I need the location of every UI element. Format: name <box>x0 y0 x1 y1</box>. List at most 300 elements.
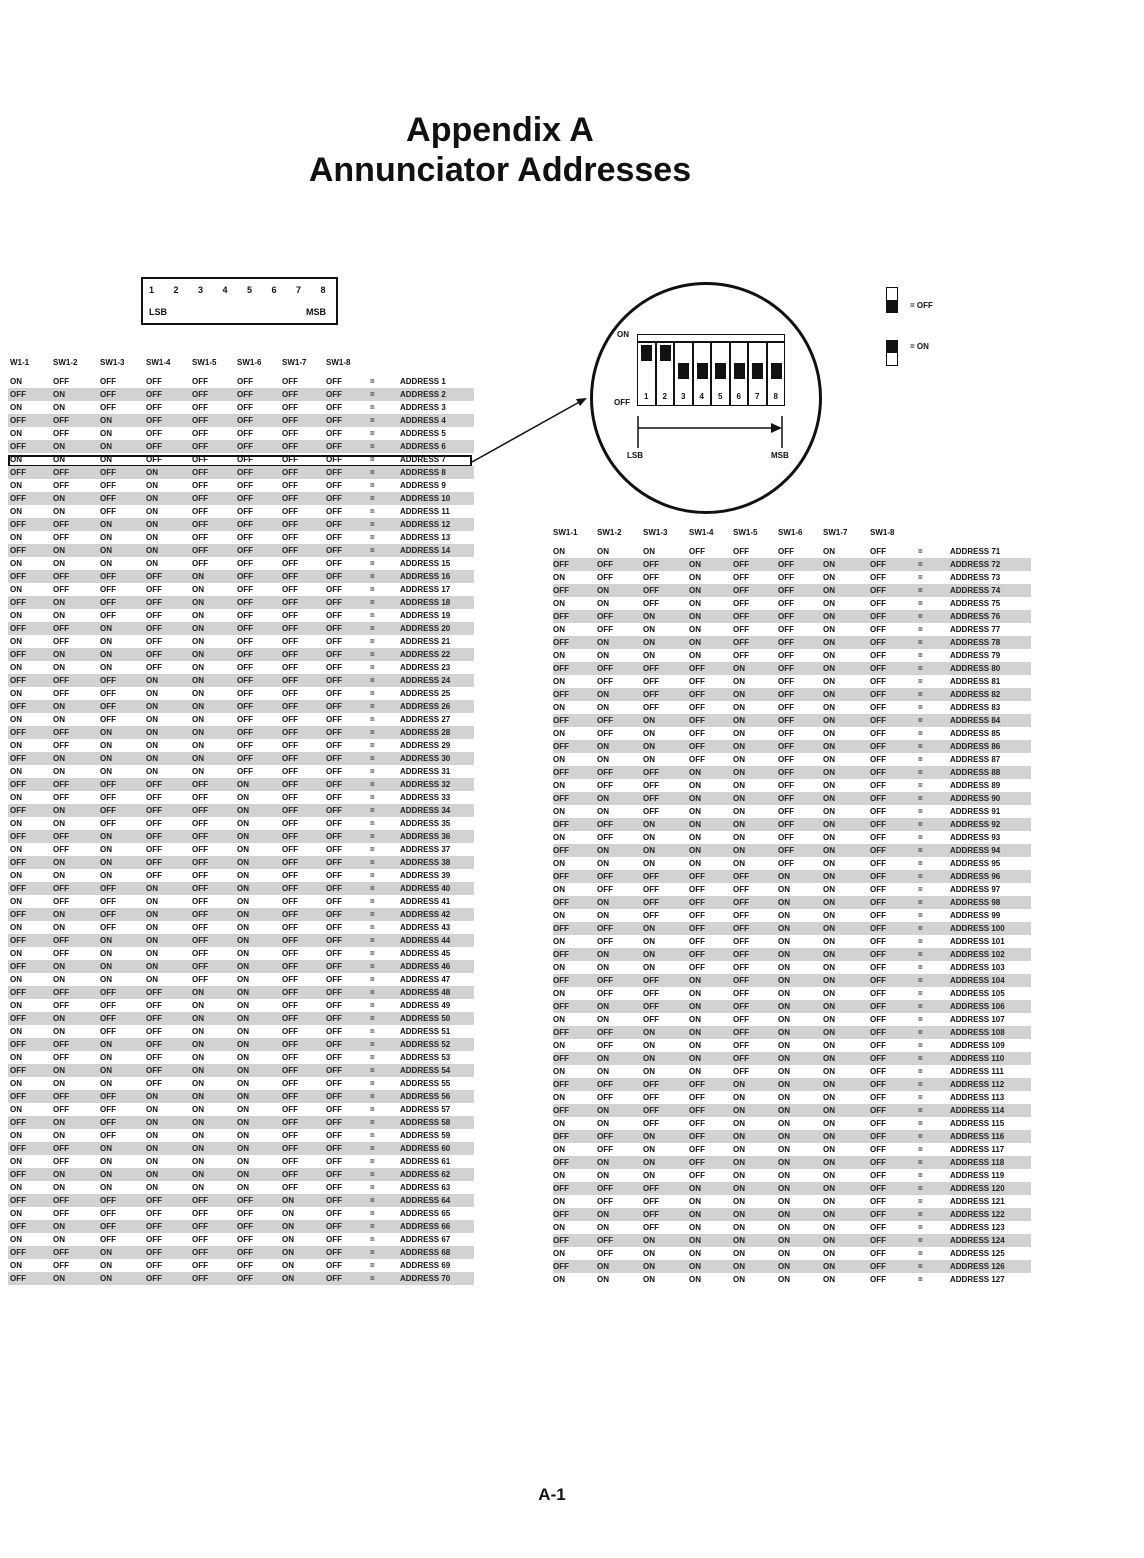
switch-state-cell: ON <box>778 1002 790 1011</box>
switch-state-cell: OFF <box>53 572 69 581</box>
key-number: 5 <box>247 285 253 295</box>
switch-state-cell: ON <box>553 599 565 608</box>
dip-switch-actuator <box>771 363 782 379</box>
address-cell: ADDRESS 72 <box>950 560 1001 569</box>
switch-state-cell: OFF <box>282 949 298 958</box>
table-row <box>8 1064 474 1077</box>
switch-state-cell: OFF <box>643 1197 659 1206</box>
switch-state-cell: ON <box>10 377 22 386</box>
equals-cell: = <box>370 767 375 776</box>
equals-cell: = <box>918 638 923 647</box>
switch-state-cell: ON <box>689 1028 701 1037</box>
legend-on-swatch <box>886 340 898 366</box>
switch-state-cell: OFF <box>326 390 342 399</box>
switch-state-cell: OFF <box>100 806 116 815</box>
equals-cell: = <box>918 1132 923 1141</box>
address-cell: ADDRESS 94 <box>950 846 1001 855</box>
switch-state-cell: OFF <box>597 1249 613 1258</box>
switch-state-cell: ON <box>689 1262 701 1271</box>
table-row <box>8 1025 474 1038</box>
switch-state-cell: OFF <box>870 807 886 816</box>
switch-state-cell: OFF <box>689 950 705 959</box>
switch-state-cell: ON <box>146 1092 158 1101</box>
equals-cell: = <box>918 1171 923 1180</box>
switch-state-cell: OFF <box>643 885 659 894</box>
switch-state-cell: OFF <box>192 793 208 802</box>
switch-state-cell: OFF <box>146 1209 162 1218</box>
switch-state-cell: OFF <box>237 650 253 659</box>
table-row <box>8 739 474 752</box>
switch-state-cell: ON <box>689 768 701 777</box>
switch-state-cell: OFF <box>146 1261 162 1270</box>
switch-state-cell: ON <box>146 702 158 711</box>
switch-state-cell: ON <box>689 638 701 647</box>
switch-state-cell: ON <box>823 625 835 634</box>
switch-state-cell: ON <box>146 507 158 516</box>
address-cell: ADDRESS 82 <box>950 690 1001 699</box>
switch-state-cell: OFF <box>326 468 342 477</box>
switch-state-cell: ON <box>597 1275 609 1284</box>
switch-state-cell: OFF <box>778 794 794 803</box>
dip-switch-actuator <box>641 345 652 361</box>
equals-cell: = <box>370 1274 375 1283</box>
equals-cell: = <box>918 1197 923 1206</box>
switch-state-cell: ON <box>146 884 158 893</box>
switch-state-cell: ON <box>778 1171 790 1180</box>
switch-state-cell: OFF <box>237 533 253 542</box>
address-cell: ADDRESS 68 <box>400 1248 451 1257</box>
switch-state-cell: OFF <box>870 716 886 725</box>
switch-state-cell: ON <box>237 962 249 971</box>
switch-state-cell: OFF <box>146 806 162 815</box>
switch-state-cell: ON <box>237 1105 249 1114</box>
switch-state-cell: OFF <box>553 768 569 777</box>
switch-state-cell: ON <box>10 1105 22 1114</box>
table-row <box>553 1052 1031 1065</box>
equals-cell: = <box>918 1223 923 1232</box>
switch-state-cell: OFF <box>53 585 69 594</box>
switch-state-cell: ON <box>146 715 158 724</box>
switch-state-cell: OFF <box>553 586 569 595</box>
table-row <box>553 1065 1031 1078</box>
table-row <box>8 1220 474 1233</box>
switch-state-cell: OFF <box>778 755 794 764</box>
switch-state-cell: ON <box>100 1053 112 1062</box>
switch-state-cell: OFF <box>326 533 342 542</box>
switch-state-cell: OFF <box>282 520 298 529</box>
table-row <box>553 1182 1031 1195</box>
switch-state-cell: OFF <box>326 845 342 854</box>
switch-state-cell: ON <box>778 1275 790 1284</box>
address-cell: ADDRESS 26 <box>400 702 451 711</box>
switch-state-cell: OFF <box>146 429 162 438</box>
switch-state-cell: ON <box>823 807 835 816</box>
switch-state-cell: OFF <box>870 1054 886 1063</box>
switch-state-cell: ON <box>689 1015 701 1024</box>
equals-cell: = <box>370 936 375 945</box>
switch-state-cell: OFF <box>778 586 794 595</box>
switch-state-cell: OFF <box>643 560 659 569</box>
table-row <box>8 440 474 453</box>
switch-state-cell: OFF <box>282 806 298 815</box>
address-cell: ADDRESS 16 <box>400 572 451 581</box>
switch-state-cell: ON <box>10 819 22 828</box>
switch-state-cell: ON <box>823 1080 835 1089</box>
column-header: SW1-7 <box>282 358 307 367</box>
switch-state-cell: OFF <box>553 898 569 907</box>
switch-state-cell: OFF <box>597 781 613 790</box>
switch-state-cell: ON <box>192 1157 204 1166</box>
address-cell: ADDRESS 13 <box>400 533 451 542</box>
equals-cell: = <box>370 884 375 893</box>
switch-state-cell: ON <box>10 1131 22 1140</box>
table-row <box>553 779 1031 792</box>
switch-state-cell: OFF <box>237 611 253 620</box>
switch-state-cell: OFF <box>597 1093 613 1102</box>
address-cell: ADDRESS 101 <box>950 937 1005 946</box>
equals-cell: = <box>918 1210 923 1219</box>
equals-cell: = <box>918 1184 923 1193</box>
switch-state-cell: ON <box>823 599 835 608</box>
switch-state-cell: OFF <box>282 767 298 776</box>
switch-state-cell: OFF <box>326 520 342 529</box>
switch-state-cell: OFF <box>326 741 342 750</box>
switch-state-cell: OFF <box>282 1001 298 1010</box>
switch-state-cell: OFF <box>53 637 69 646</box>
switch-state-cell: ON <box>10 845 22 854</box>
address-cell: ADDRESS 125 <box>950 1249 1005 1258</box>
switch-state-cell: OFF <box>146 572 162 581</box>
switch-state-cell: ON <box>778 1054 790 1063</box>
equals-cell: = <box>370 1222 375 1231</box>
switch-state-cell: OFF <box>192 429 208 438</box>
table-row <box>8 869 474 882</box>
switch-state-cell: OFF <box>553 1184 569 1193</box>
switch-state-cell: OFF <box>53 728 69 737</box>
switch-state-cell: OFF <box>100 1118 116 1127</box>
switch-state-cell: ON <box>10 507 22 516</box>
address-cell: ADDRESS 106 <box>950 1002 1005 1011</box>
switch-state-cell: ON <box>192 689 204 698</box>
switch-state-cell: OFF <box>643 807 659 816</box>
table-row <box>8 453 474 466</box>
switch-state-cell: ON <box>100 1170 112 1179</box>
table-row <box>553 571 1031 584</box>
switch-state-cell: ON <box>823 911 835 920</box>
switch-state-cell: ON <box>733 755 745 764</box>
switch-state-cell: OFF <box>282 910 298 919</box>
switch-state-cell: OFF <box>870 781 886 790</box>
dip-switch-actuator <box>678 363 689 379</box>
switch-state-cell: OFF <box>643 664 659 673</box>
switch-state-cell: OFF <box>870 742 886 751</box>
table-row <box>8 1129 474 1142</box>
switch-state-cell: OFF <box>778 651 794 660</box>
table-row <box>8 1194 474 1207</box>
switch-state-cell: OFF <box>643 768 659 777</box>
switch-state-cell: ON <box>643 638 655 647</box>
switch-state-cell: ON <box>146 689 158 698</box>
switch-state-cell: ON <box>689 1236 701 1245</box>
switch-state-cell: OFF <box>100 585 116 594</box>
table-row <box>553 883 1031 896</box>
switch-state-cell: ON <box>192 988 204 997</box>
switch-state-cell: ON <box>192 702 204 711</box>
switch-state-cell: OFF <box>870 1197 886 1206</box>
switch-state-cell: ON <box>100 624 112 633</box>
equals-cell: = <box>918 1041 923 1050</box>
switch-state-cell: ON <box>778 1028 790 1037</box>
switch-state-cell: ON <box>689 625 701 634</box>
switch-state-cell: OFF <box>870 586 886 595</box>
address-cell: ADDRESS 77 <box>950 625 1001 634</box>
switch-state-cell: OFF <box>733 625 749 634</box>
table-row <box>553 818 1031 831</box>
switch-state-cell: OFF <box>689 1080 705 1089</box>
equals-cell: = <box>918 976 923 985</box>
switch-state-cell: ON <box>553 677 565 686</box>
switch-state-cell: OFF <box>146 1235 162 1244</box>
table-row <box>8 1155 474 1168</box>
switch-state-cell: ON <box>53 1131 65 1140</box>
switch-state-cell: ON <box>100 845 112 854</box>
switch-state-cell: ON <box>597 794 609 803</box>
switch-state-cell: ON <box>823 1028 835 1037</box>
switch-state-cell: OFF <box>870 911 886 920</box>
switch-state-cell: ON <box>10 533 22 542</box>
switch-state-cell: OFF <box>870 1041 886 1050</box>
switch-state-cell: OFF <box>597 729 613 738</box>
switch-state-cell: ON <box>823 950 835 959</box>
equals-cell: = <box>370 715 375 724</box>
address-cell: ADDRESS 86 <box>950 742 1001 751</box>
switch-state-cell: OFF <box>100 988 116 997</box>
switch-state-cell: ON <box>53 611 65 620</box>
switch-state-cell: OFF <box>282 1170 298 1179</box>
switch-state-cell: OFF <box>282 741 298 750</box>
equals-cell: = <box>370 858 375 867</box>
address-cell: ADDRESS 80 <box>950 664 1001 673</box>
switch-state-cell: ON <box>192 663 204 672</box>
address-cell: ADDRESS 114 <box>950 1106 1005 1115</box>
switch-state-cell: ON <box>192 637 204 646</box>
switch-state-cell: OFF <box>282 1040 298 1049</box>
column-header: SW1-8 <box>870 528 895 537</box>
switch-state-cell: OFF <box>870 768 886 777</box>
switch-state-cell: OFF <box>689 963 705 972</box>
switch-state-cell: OFF <box>326 923 342 932</box>
address-cell: ADDRESS 55 <box>400 1079 451 1088</box>
switch-state-cell: ON <box>237 1118 249 1127</box>
switch-state-cell: OFF <box>237 754 253 763</box>
address-cell: ADDRESS 100 <box>950 924 1005 933</box>
switch-state-cell: ON <box>100 416 112 425</box>
table-row <box>553 1104 1031 1117</box>
switch-state-cell: ON <box>237 1183 249 1192</box>
address-cell: ADDRESS 84 <box>950 716 1001 725</box>
switch-state-cell: OFF <box>10 728 26 737</box>
table-row <box>553 649 1031 662</box>
switch-state-cell: ON <box>823 703 835 712</box>
switch-state-cell: ON <box>643 612 655 621</box>
switch-state-cell: ON <box>53 975 65 984</box>
table-header <box>553 526 1031 539</box>
switch-state-cell: OFF <box>326 871 342 880</box>
switch-state-cell: ON <box>778 872 790 881</box>
switch-state-cell: OFF <box>53 520 69 529</box>
switch-state-cell: ON <box>778 924 790 933</box>
equals-cell: = <box>918 833 923 842</box>
switch-state-cell: OFF <box>10 676 26 685</box>
switch-state-cell: ON <box>643 1262 655 1271</box>
switch-state-cell: ON <box>192 650 204 659</box>
switch-state-cell: OFF <box>237 377 253 386</box>
equals-cell: = <box>370 442 375 451</box>
address-cell: ADDRESS 90 <box>950 794 1001 803</box>
switch-state-cell: OFF <box>100 1014 116 1023</box>
equals-cell: = <box>370 1040 375 1049</box>
table-row <box>553 1143 1031 1156</box>
switch-state-cell: OFF <box>733 560 749 569</box>
switch-state-cell: ON <box>146 559 158 568</box>
switch-state-cell: OFF <box>870 1106 886 1115</box>
switch-state-cell: ON <box>643 846 655 855</box>
table-row <box>8 609 474 622</box>
switch-state-cell: ON <box>553 651 565 660</box>
switch-state-cell: ON <box>823 1262 835 1271</box>
switch-state-cell: ON <box>237 949 249 958</box>
switch-state-cell: ON <box>823 716 835 725</box>
switch-state-cell: OFF <box>326 780 342 789</box>
switch-state-cell: OFF <box>237 1209 253 1218</box>
equals-cell: = <box>370 520 375 529</box>
switch-state-cell: OFF <box>282 1066 298 1075</box>
switch-state-cell: ON <box>689 859 701 868</box>
equals-cell: = <box>918 898 923 907</box>
switch-state-cell: OFF <box>870 612 886 621</box>
table-row <box>553 1039 1031 1052</box>
switch-state-cell: ON <box>100 546 112 555</box>
switch-state-cell: ON <box>282 1248 294 1257</box>
switch-state-cell: ON <box>100 1274 112 1283</box>
switch-state-cell: ON <box>778 885 790 894</box>
address-cell: ADDRESS 110 <box>950 1054 1005 1063</box>
switch-state-cell: OFF <box>553 1158 569 1167</box>
address-cell: ADDRESS 23 <box>400 663 451 672</box>
switch-state-cell: OFF <box>326 546 342 555</box>
switch-state-cell: OFF <box>146 858 162 867</box>
switch-state-cell: OFF <box>100 390 116 399</box>
switch-state-cell: OFF <box>282 689 298 698</box>
dip-switch-number: 2 <box>662 392 667 401</box>
equals-cell: = <box>370 468 375 477</box>
equals-cell: = <box>370 806 375 815</box>
switch-state-cell: OFF <box>100 468 116 477</box>
switch-state-cell: OFF <box>778 664 794 673</box>
switch-state-cell: OFF <box>53 1001 69 1010</box>
address-cell: ADDRESS 45 <box>400 949 451 958</box>
switch-state-cell: ON <box>689 781 701 790</box>
table-row <box>8 1116 474 1129</box>
dip-switch-number: 1 <box>644 392 649 401</box>
switch-state-cell: OFF <box>326 754 342 763</box>
switch-state-cell: OFF <box>237 702 253 711</box>
switch-state-cell: ON <box>689 807 701 816</box>
switch-state-cell: ON <box>689 612 701 621</box>
table-row <box>8 1233 474 1246</box>
equals-cell: = <box>370 988 375 997</box>
table-row <box>8 999 474 1012</box>
switch-state-cell: OFF <box>10 390 26 399</box>
equals-cell: = <box>370 832 375 841</box>
equals-cell: = <box>370 949 375 958</box>
switch-state-cell: ON <box>597 1171 609 1180</box>
switch-state-cell: ON <box>823 664 835 673</box>
switch-state-cell: OFF <box>733 1054 749 1063</box>
switch-state-cell: OFF <box>597 885 613 894</box>
switch-state-cell: OFF <box>192 1274 208 1283</box>
switch-state-cell: ON <box>733 1080 745 1089</box>
switch-state-cell: ON <box>100 871 112 880</box>
switch-state-cell: ON <box>689 1275 701 1284</box>
switch-state-cell: OFF <box>326 1014 342 1023</box>
equals-cell: = <box>918 1093 923 1102</box>
switch-state-cell: OFF <box>870 1158 886 1167</box>
switch-state-cell: ON <box>237 975 249 984</box>
switch-state-cell: ON <box>146 910 158 919</box>
switch-state-cell: OFF <box>100 780 116 789</box>
switch-state-cell: ON <box>100 832 112 841</box>
address-cell: ADDRESS 60 <box>400 1144 451 1153</box>
address-cell: ADDRESS 56 <box>400 1092 451 1101</box>
switch-state-cell: OFF <box>326 481 342 490</box>
equals-cell: = <box>370 689 375 698</box>
switch-state-cell: ON <box>733 1262 745 1271</box>
switch-state-cell: OFF <box>643 1015 659 1024</box>
switch-state-cell: OFF <box>326 637 342 646</box>
switch-state-cell: ON <box>778 1262 790 1271</box>
table-row <box>553 1273 1031 1286</box>
column-header: SW1-7 <box>823 528 848 537</box>
equals-cell: = <box>370 416 375 425</box>
table-row <box>8 427 474 440</box>
switch-state-cell: OFF <box>778 547 794 556</box>
switch-state-cell: ON <box>146 520 158 529</box>
switch-state-cell: OFF <box>870 1223 886 1232</box>
switch-state-cell: ON <box>53 1170 65 1179</box>
table-row <box>553 1026 1031 1039</box>
switch-state-cell: OFF <box>100 910 116 919</box>
switch-state-cell: ON <box>146 728 158 737</box>
switch-state-cell: OFF <box>689 716 705 725</box>
switch-state-cell: ON <box>733 846 745 855</box>
switch-state-cell: OFF <box>100 819 116 828</box>
switch-state-cell: OFF <box>597 664 613 673</box>
switch-state-cell: ON <box>823 846 835 855</box>
table-row <box>553 1013 1031 1026</box>
address-cell: ADDRESS 76 <box>950 612 1001 621</box>
address-cell: ADDRESS 120 <box>950 1184 1005 1193</box>
switch-state-cell: OFF <box>146 1196 162 1205</box>
switch-state-cell: OFF <box>553 820 569 829</box>
switch-state-cell: OFF <box>326 793 342 802</box>
switch-state-cell: OFF <box>146 1014 162 1023</box>
switch-state-cell: ON <box>733 1249 745 1258</box>
switch-state-cell: ON <box>689 1210 701 1219</box>
switch-state-cell: ON <box>146 975 158 984</box>
switch-state-cell: OFF <box>10 1118 26 1127</box>
equals-cell: = <box>918 1015 923 1024</box>
